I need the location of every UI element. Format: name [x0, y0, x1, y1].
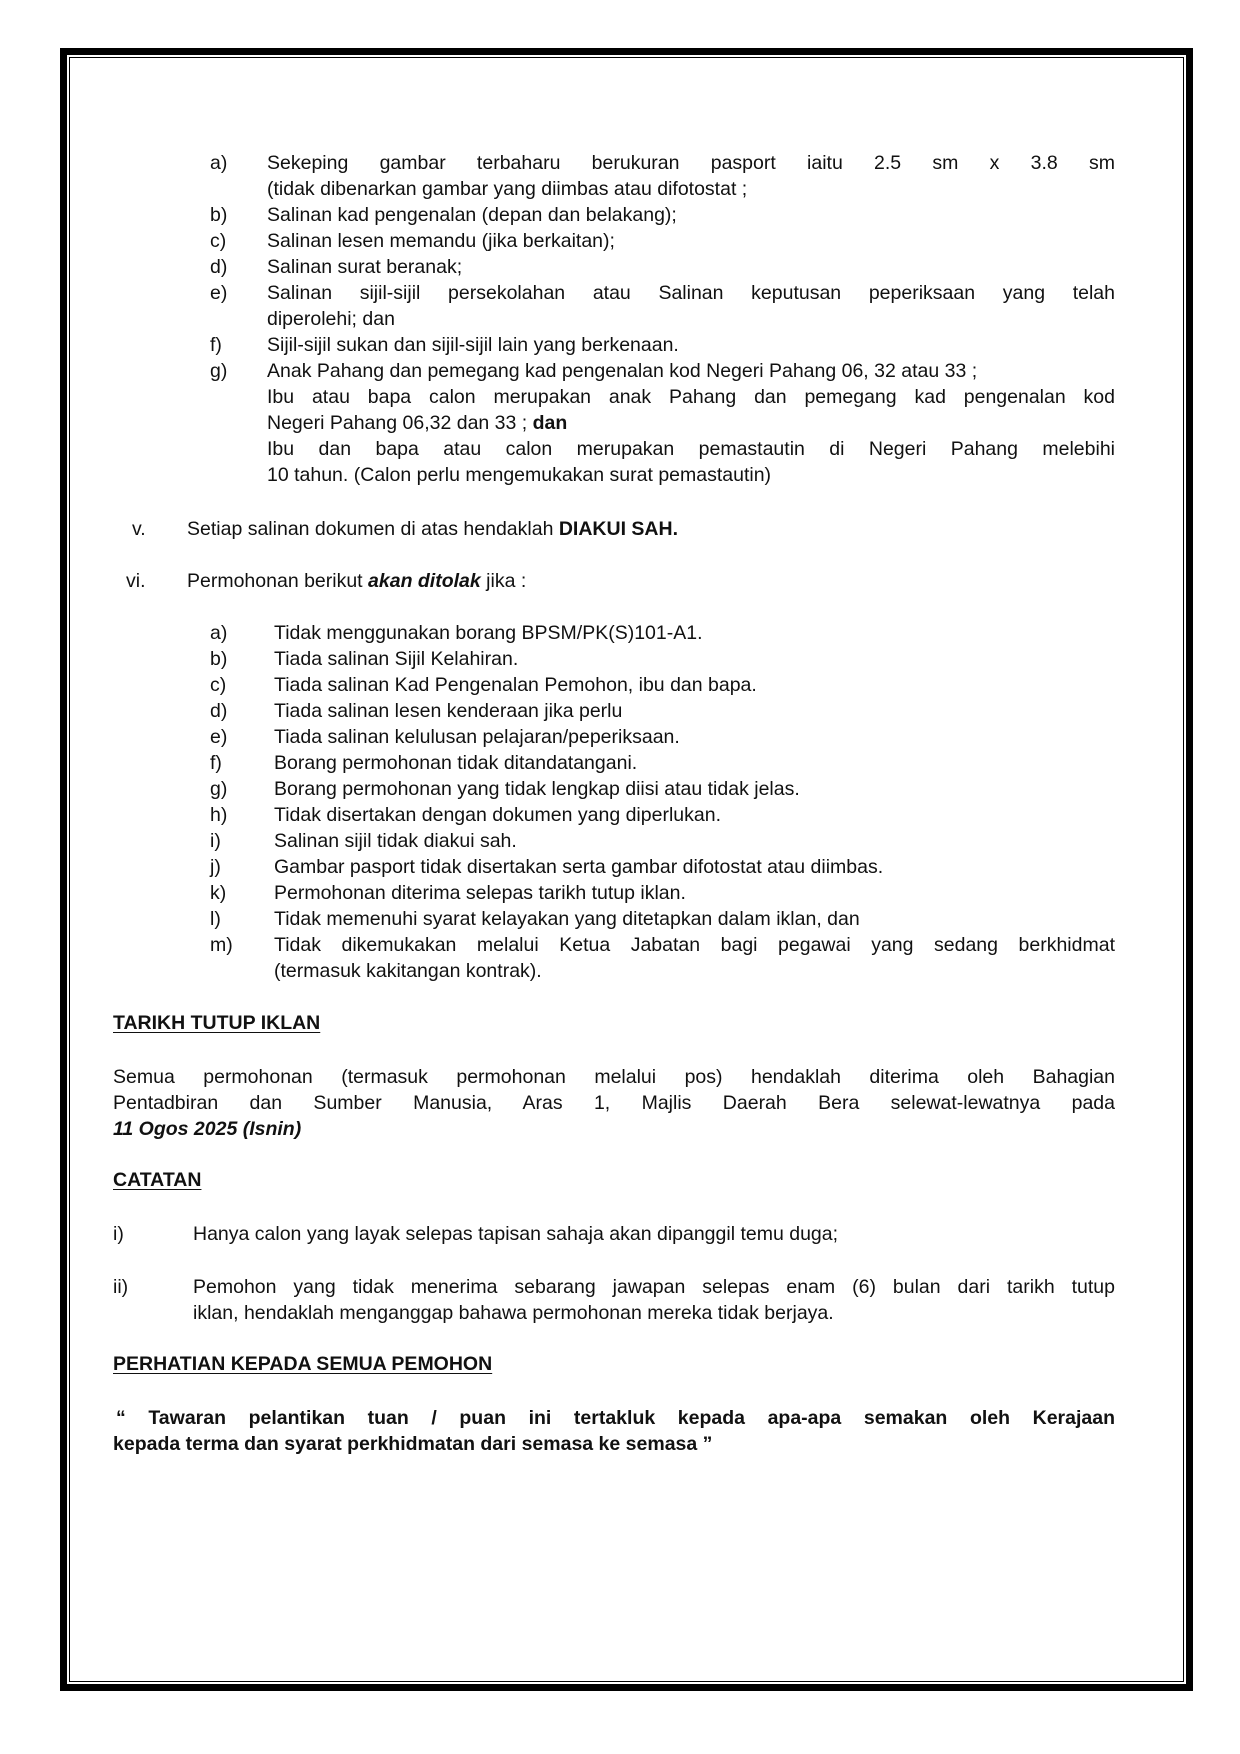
list-label: d) [210, 256, 228, 278]
list-item-text: Salinan kad pengenalan (depan dan belakang); [267, 204, 677, 226]
list-item-text: Salinan sijil-sijil persekolahan atau Salinan keputusan peperiksaan yang telah [267, 282, 1115, 304]
list-label: e) [210, 726, 228, 748]
list-item-text: Ibu dan bapa atau calon merupakan pemastautin di Negeri Pahang melebihi [267, 438, 1115, 460]
list-item-text: Tidak memenuhi syarat kelayakan yang ditetapkan dalam iklan, dan [274, 908, 860, 930]
roman-label-v: v. [132, 518, 146, 540]
item-v-text [187, 516, 678, 542]
list-label: e) [210, 282, 228, 304]
list-item-text: Ibu atau bapa calon merupakan anak Pahang dan pemegang kad pengenalan kod [267, 386, 1115, 408]
list-item-text: Tiada salinan lesen kenderaan jika perlu [274, 700, 623, 722]
closing-text-line: Pentadbiran dan Sumber Manusia, Aras 1, Majlis Daerah Bera selewat-lewatnya pada [113, 1092, 1115, 1114]
list-label: d) [210, 700, 228, 722]
list-label: a) [210, 622, 228, 644]
list-item-text: Salinan surat beranak; [267, 256, 463, 278]
list-label: b) [210, 204, 228, 226]
list-item-text: Borang permohonan tidak ditandatangani. [274, 752, 638, 774]
list-item-text: Sekeping gambar terbaharu berukuran pasport iaitu 2.5 sm x 3.8 sm [267, 152, 1115, 174]
attention-quote-line: kepada terma dan syarat perkhidmatan dari semasa ke semasa ” [113, 1433, 713, 1455]
list-item-text: Borang permohonan yang tidak lengkap diisi atau tidak jelas. [274, 778, 800, 800]
list-item-bold: dan [532, 412, 568, 434]
note-text: Hanya calon yang layak selepas tapisan sahaja akan dipanggil temu duga; [193, 1223, 839, 1245]
attention-heading: PERHATIAN KEPADA SEMUA PEMOHON [113, 1353, 493, 1375]
list-item-text: Salinan sijil tidak diakui sah. [274, 830, 517, 852]
item-vi-text [187, 568, 526, 594]
closing-date: 11 Ogos 2025 (Isnin) [113, 1118, 302, 1140]
closing-text-line: Semua permohonan (termasuk permohonan melalui pos) hendaklah diterima oleh Bahagian [113, 1066, 1115, 1088]
list-label: g) [210, 778, 228, 800]
list-item-text: Gambar pasport tidak disertakan serta gambar difotostat atau diimbas. [274, 856, 884, 878]
list-label: j) [210, 856, 221, 878]
list-item-text: Tidak disertakan dengan dokumen yang diperlukan. [274, 804, 721, 826]
list-label: c) [210, 230, 227, 252]
list-label: f) [210, 334, 222, 356]
notes-heading: CATATAN [113, 1169, 202, 1191]
item-vi-plain-after: jika : [480, 570, 527, 592]
list-item-text: Tidak menggunakan borang BPSM/PK(S)101-A1. [274, 622, 703, 644]
list-label: g) [210, 360, 228, 382]
note-label: i) [113, 1223, 124, 1245]
item-vi-plain: Permohonan berikut [187, 570, 369, 592]
list-item-text: Permohonan diterima selepas tarikh tutup iklan. [274, 882, 686, 904]
list-item-text: 10 tahun. (Calon perlu mengemukakan surat pemastautin) [267, 464, 772, 486]
item-vi-bold-italic: akan ditolak [368, 570, 481, 592]
list-label: a) [210, 152, 228, 174]
list-label: h) [210, 804, 228, 826]
list-label: f) [210, 752, 222, 774]
list-label: m) [210, 934, 233, 956]
roman-label-vi: vi. [126, 570, 146, 592]
list-item-text: Sijil-sijil sukan dan sijil-sijil lain yang berkenaan. [267, 334, 679, 356]
closing-date-heading: TARIKH TUTUP IKLAN [113, 1012, 321, 1034]
note-label: ii) [113, 1276, 129, 1298]
list-item-text: Tiada salinan kelulusan pelajaran/peperiksaan. [274, 726, 680, 748]
list-item-text: (termasuk kakitangan kontrak). [274, 960, 542, 982]
list-item-text-part: Negeri Pahang 06,32 dan 33 ; [267, 412, 533, 434]
attention-quote-line: “ Tawaran pelantikan tuan / puan ini tertakluk kepada apa-apa semakan oleh Kerajaan [116, 1407, 1115, 1429]
item-v-bold: DIAKUI SAH. [558, 518, 679, 540]
list-item-text: Anak Pahang dan pemegang kad pengenalan kod Negeri Pahang 06, 32 atau 33 ; [267, 360, 978, 382]
list-item-text: (tidak dibenarkan gambar yang diimbas atau difotostat ; [267, 178, 748, 200]
list-label: l) [210, 908, 221, 930]
list-label: b) [210, 648, 228, 670]
list-item-text: Tiada salinan Kad Pengenalan Pemohon, ibu dan bapa. [274, 674, 757, 696]
list-item-text [267, 410, 567, 436]
list-item-text: diperolehi; dan [267, 308, 395, 330]
note-text: iklan, hendaklah menganggap bahawa permohonan mereka tidak berjaya. [193, 1302, 834, 1324]
list-item-text: Tiada salinan Sijil Kelahiran. [274, 648, 519, 670]
note-text: Pemohon yang tidak menerima sebarang jawapan selepas enam (6) bulan dari tarikh tutup [193, 1276, 1115, 1298]
list-item-text: Salinan lesen memandu (jika berkaitan); [267, 230, 615, 252]
list-label: k) [210, 882, 227, 904]
item-v-plain: Setiap salinan dokumen di atas hendaklah [187, 518, 559, 540]
list-label: c) [210, 674, 227, 696]
list-item-text: Tidak dikemukakan melalui Ketua Jabatan bagi pegawai yang sedang berkhidmat [274, 934, 1115, 956]
list-label: i) [210, 830, 221, 852]
